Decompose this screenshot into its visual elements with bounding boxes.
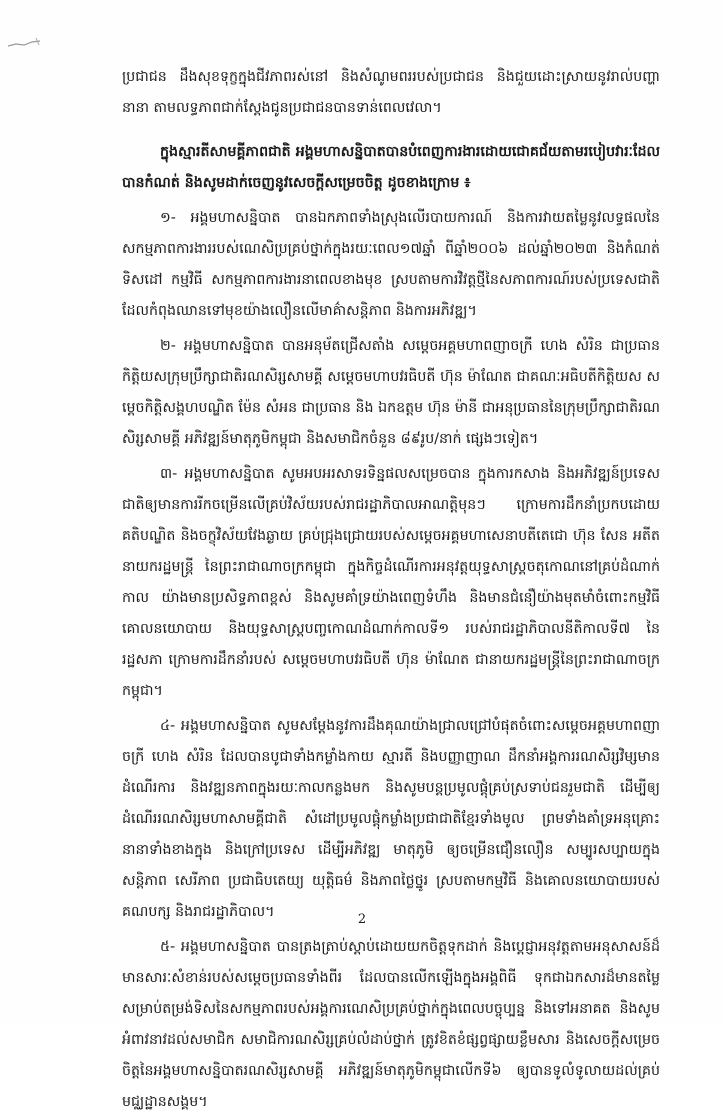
paragraph-resolution-4: ៤- អង្គមហាសន្និបាត សូមសម្តែងនូវការដឹងគុណយ៉ាងជ្រាលជ្រៅបំផុតចំពោះសម្តេចអគ្គមហាពញាចក្រី ហេង សំរិន ដែលបានបូជាទាំងកម្លាំងកាយ ស្មារតី និងបញ្ញាញាណ ដឹកនាំអង្គការរណសិរ្សវិម្សមានដំណើរការ និងវឌ្ឍនភាពក្នុងរយៈកាលកន្លងមក និងសូមបន្តប្រមូលផ្តុំគ្រប់ស្រទាប់ជនរួមជាតិ ដើម្បីឲ្យដំណើររណសិរ្សមហាសាមគ្គីជាតិ សំដៅប្រមូលផ្តុំកម្លាំងប្រជាជាតិខ្មែរទាំងមូល ព្រមទាំងគាំទ្រអនុគ្រោះនានាទាំងខាងក្នុង និងក្រៅប្រទេស ដើម្បីអភិវឌ្ឍ មាតុភូមិ ឲ្យចម្រើនជឿនលឿន សម្បូរសប្បាយក្នុងសន្តិភាព សេរីភាព ប្រជាធិបតេយ្យ យុត្តិធម៌ និងភាពថ្លៃថ្នូរ ស្របតាមកម្មវិធី និងគោលនយោបាយរបស់គណបក្ស និងរាជរដ្ឋាភិបាល។ <box>122 718 660 920</box>
paragraph-resolution-2: ២- អង្គមហាសន្និបាត បានអនុម័តជ្រើសតាំង សម្តេចអគ្គមហាពញាចក្រី ហេង សំរិន ជាប្រធានកិត្តិយសក្រុមប្រឹក្សាជាតិរណសិរ្សសាមគ្គី សម្តេចមហាបវរធិបតី ហ៊ុន ម៉ាណែត ជាគណៈអធិបតីកិត្តិយស សម្តេចកិត្តិសង្គហបណ្ឌិត ម៉ែន សំអន ជាប្រធាន និង ឯកឧត្តម ហ៊ុន ម៉ានី ជាអនុប្រធាននៃក្រុមប្រឹក្សាជាតិរណសិរ្សសាមគ្គី អភិវឌ្ឍន៍មាតុភូមិកម្ពុជា និងសមាជិកចំនួន ៨៩រូប/នាក់ ផ្សេងៗទៀត។ <box>122 338 660 447</box>
paragraph-resolution-intro: ក្នុងស្មារតីសាមគ្គីភាពជាតិ អង្គមហាសន្និបាតបានបំពេញការងារដោយជោគជ័យតាមរបៀបវារៈដែលបានកំណត់ និងសូមដាក់ចេញនូវសេចក្តីសម្រេចចិត្ត ដូចខាងក្រោម ៖ <box>122 144 660 191</box>
page-number: 2 <box>357 912 367 927</box>
paragraph-resolution-3: ៣- អង្គមហាសន្និបាត សូមអបអរសាទរទិន្នផលសម្រេចបាន ក្នុងការកសាង និងអភិវឌ្ឍន៍ប្រទេសជាតិឲ្យមានការរីកចម្រើនលើគ្រប់វិស័យរបស់រាជរដ្ឋាភិបាលអាណត្តិមុនៗ ក្រោមការដឹកនាំប្រកបដោយគតិបណ្ឌិត និងចក្ខុវិស័យវែងឆ្ងាយ គ្រប់ជ្រុងជ្រោយរបស់សម្តេចអគ្គមហាសេនាបតីតេជោ ហ៊ុន សែន អតីតនាយករដ្ឋមន្ត្រី នៃព្រះរាជាណាចក្រកម្ពុជា ក្នុងកិច្ចដំណើរការអនុវត្តយុទ្ធសាស្ត្រចតុកោណនៅគ្រប់ដំណាក់កាល យ៉ាងមានប្រសិទ្ធភាពខ្ពស់ និងសូមគាំទ្រយ៉ាងពេញទំហឹង និងមានជំនឿយ៉ាងមុតមាំចំពោះកម្មវិធី គោលនយោបាយ និងយុទ្ធសាស្ត្របញ្ចកោណដំណាក់កាលទី១ របស់រាជរដ្ឋាភិបាលនីតិកាលទី៧ នៃរដ្ឋសភា ក្រោមការដឹកនាំរបស់ សម្តេចមហាបវរធិបតី ហ៊ុន ម៉ាណែត ជានាយករដ្ឋមន្ត្រីនៃព្រះរាជាណាចក្រកម្ពុជា។ <box>122 466 660 699</box>
scan-artifact-mark <box>6 36 46 50</box>
paragraph-resolution-1: ១- អង្គមហាសន្និបាត បានឯកភាពទាំងស្រុងលើរបាយការណ៍ និងការវាយតម្លៃនូវលទ្ធផលនៃសកម្មភាពការងាររបស់ណេសិប្រគ្រប់ថ្នាក់ក្នុងរយៈពេល១៧ឆ្នាំ ពីឆ្នាំ២០០៦ ដល់ឆ្នាំ២០២៣ និងកំណត់ទិសដៅ កម្មវិធី សកម្មភាពការងារនាពេលខាងមុខ ស្របតាមការវិវត្តថ្មីនៃសភាពការណ៍របស់ប្រទេសជាតិ ដែលកំពុងឈានទៅមុខយ៉ាងលឿនលើមាគ៌ាសន្តិភាព និងការអភិវឌ្ឍ។ <box>122 210 660 319</box>
document-body <box>122 62 660 1118</box>
paragraph-continuation: ប្រជាជន ដឹងសុខទុក្ខក្នុងជីវភាពរស់នៅ និងសំណូមពររបស់ប្រជាជន និងជួយដោះស្រាយនូវរាល់បញ្ហានានា តាមលទ្ធភាពជាក់ស្តែងជូនប្រជាជនបានទាន់ពេលវេលា។ <box>122 69 660 116</box>
paragraph-resolution-5: ៥- អង្គមហាសន្និបាត បានត្រងត្រាប់ស្តាប់ដោយយកចិត្តទុកដាក់ និងប្តេជ្ញាអនុវត្តតាមអនុសាសន៍ដ៏មានសារៈសំខាន់របស់សម្តេចប្រធានទាំងពីរ ដែលបានលើកឡើងក្នុងអង្គពិធី ទុកជាឯកសារដ៏មានតម្លៃសម្រាប់តម្រង់ទិសនៃសកម្មភាពរបស់អង្គការណេសិប្រគ្រប់ថ្នាក់ក្នុងពេលបច្ចុប្បន្ន និងទៅអនាគត និងសូមអំពាវនាវដល់សមាជិក សមាជិការណសិរ្សគ្រប់លំដាប់ថ្នាក់ ត្រូវខិតខំផ្សព្វផ្សាយខ្លឹមសារ និងសេចក្តីសម្រេចចិត្តនៃអង្គមហាសន្និបាតរណសិរ្សសាមគ្គី អភិវឌ្ឍន៍មាតុភូមិកម្ពុជាលើកទី៦ ឲ្យបានទូលំទូលាយដល់គ្រប់មជ្ឈដ្ឋានសង្គម។ <box>122 939 660 1110</box>
